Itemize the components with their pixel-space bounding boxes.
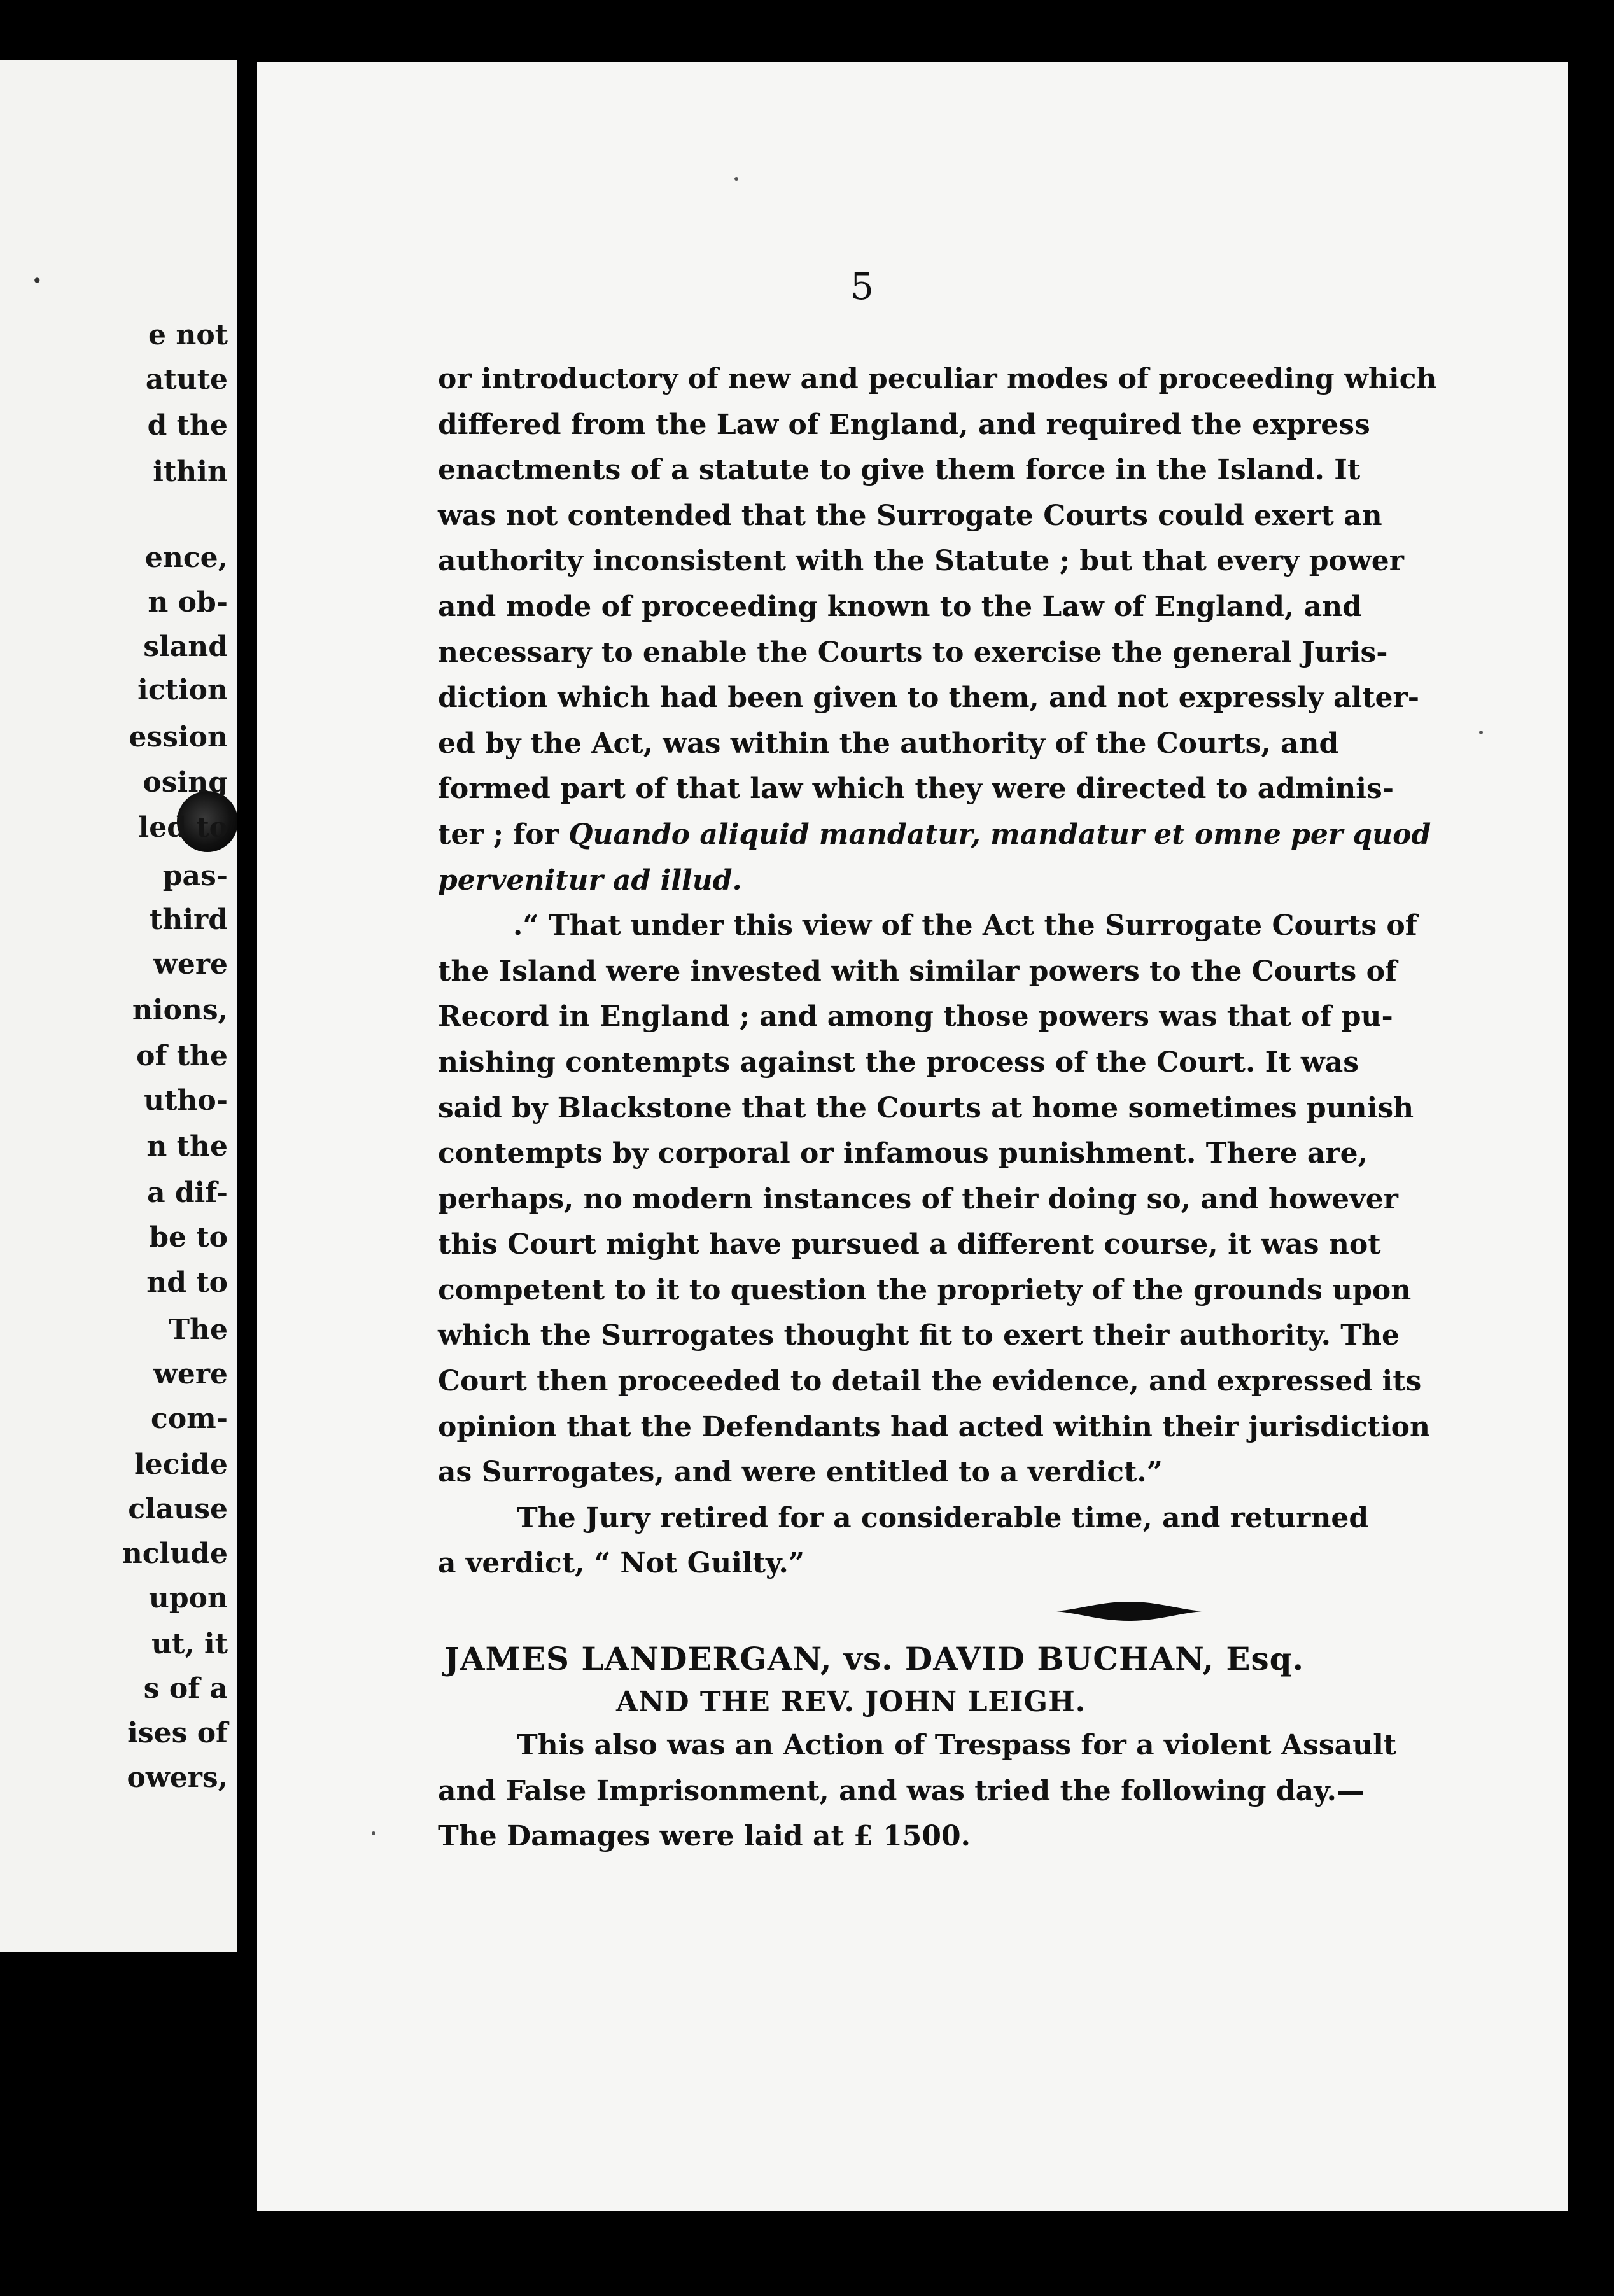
- facing-page-line: nclude: [122, 1537, 228, 1570]
- paper-speck: [734, 177, 738, 181]
- facing-page-line: upon: [148, 1582, 228, 1614]
- text-line: and False Imprisonment, and was tried the following day.—: [438, 1774, 1365, 1807]
- latin-maxim: Quando aliquid mandatur, mandatur et omne per quod: [568, 818, 1431, 851]
- facing-page-line: of the: [136, 1040, 228, 1072]
- facing-page-line: ut, it: [151, 1628, 228, 1660]
- text-line: The Damages were laid at £ 1500.: [438, 1820, 971, 1853]
- facing-page-line: s of a: [143, 1672, 228, 1705]
- facing-page-line: iction: [137, 674, 228, 706]
- text-line: diction which had been given to them, and not expressly alter-: [438, 682, 1419, 715]
- latin-maxim-end: pervenitur ad illud.: [438, 864, 742, 897]
- text-line: said by Blackstone that the Courts at home sometimes punish: [438, 1091, 1414, 1124]
- text-line: a verdict, “ Not Guilty.”: [438, 1547, 805, 1580]
- facing-page-line: were: [153, 948, 228, 981]
- paragraph-2: [438, 903, 1568, 1495]
- facing-page-line: ence,: [144, 542, 228, 574]
- text-line: competent to it to question the propriety of the grounds upon: [438, 1273, 1412, 1306]
- text-line: and mode of proceeding known to the Law of England, and: [438, 590, 1362, 623]
- text-line: ed by the Act, was within the authority of the Courts, and: [438, 727, 1339, 760]
- text-line: .“ That under this view of the Act the Surrogate Courts of: [513, 909, 1417, 942]
- facing-page-line: n the: [146, 1130, 228, 1163]
- text-line-lead: ter ; for: [438, 818, 569, 851]
- text-line: formed part of that law which they were directed to adminis-: [438, 773, 1394, 806]
- facing-page-line: led to: [138, 811, 228, 844]
- case-title: JAMES LANDERGAN, vs. DAVID BUCHAN, Esq.: [444, 1640, 1305, 1678]
- facing-page-line: com-: [151, 1403, 228, 1435]
- facing-page-line: lecide: [134, 1448, 228, 1481]
- facing-page-line: nd to: [146, 1266, 228, 1299]
- paragraph-3: [438, 1495, 1568, 1586]
- paper-speck: [1479, 731, 1483, 734]
- paragraph-1: [438, 356, 1568, 903]
- text-line: opinion that the Defendants had acted within their jurisdiction: [438, 1410, 1430, 1443]
- facing-page-line: a dif-: [147, 1177, 228, 1209]
- text-line: necessary to enable the Courts to exercise the general Juris-: [438, 636, 1388, 669]
- text-line: was not contended that the Surrogate Courts could exert an: [438, 499, 1382, 532]
- text-line: differed from the Law of England, and required the express: [438, 408, 1370, 441]
- facing-page-line: sland: [143, 631, 228, 663]
- facing-page-line: e not: [148, 319, 228, 351]
- page: [257, 62, 1568, 2211]
- facing-page-line: ession: [129, 721, 228, 753]
- facing-page-line: ithin: [153, 456, 228, 488]
- facing-page-line: were: [153, 1358, 228, 1390]
- facing-page-line: osing: [143, 766, 228, 799]
- text-line: Court then proceeded to detail the evidence, and expressed its: [438, 1365, 1422, 1398]
- case-subtitle: AND THE REV. JOHN LEIGH.: [616, 1686, 1086, 1719]
- text-line: or introductory of new and peculiar modes of proceeding which: [438, 363, 1437, 395]
- facing-page-line: d the: [147, 409, 228, 442]
- text-line: which the Surrogates thought fit to exert their authority. The: [438, 1319, 1400, 1352]
- facing-page-line: nions,: [132, 994, 228, 1026]
- ornamental-divider: [1056, 1600, 1202, 1622]
- facing-page-line: n ob-: [148, 586, 228, 619]
- text-line: contempts by corporal or infamous punishment. There are,: [438, 1137, 1368, 1170]
- text-line: perhaps, no modern instances of their doing so, and however: [438, 1182, 1398, 1215]
- facing-page-line: The: [169, 1313, 228, 1346]
- page-number: 5: [850, 265, 874, 308]
- facing-page-line: atute: [145, 363, 228, 396]
- text-line: [438, 812, 1568, 858]
- paper-speck: [372, 1831, 375, 1835]
- facing-page-line: owers,: [127, 1761, 228, 1794]
- text-line: this Court might have pursued a different course, it was not: [438, 1228, 1381, 1261]
- text-line: The Jury retired for a considerable time, and returned: [517, 1501, 1369, 1534]
- text-line: This also was an Action of Trespass for a violent Assault: [517, 1729, 1397, 1762]
- text-line: the Island were invested with similar powers to the Courts of: [438, 955, 1397, 988]
- facing-page-line: pas-: [162, 860, 228, 892]
- facing-page-line: be to: [149, 1221, 228, 1254]
- facing-page-line: utho-: [144, 1084, 228, 1117]
- text-line: authority inconsistent with the Statute ; but that every power: [438, 545, 1404, 578]
- text-line: Record in England ; and among those powers was that of pu-: [438, 1000, 1393, 1033]
- facing-page-line: third: [150, 904, 228, 936]
- case-heading: [438, 1636, 1568, 1723]
- body-text: [438, 356, 1568, 1859]
- text-line: nishing contempts against the process of the Court. It was: [438, 1046, 1359, 1079]
- text-line: enactments of a statute to give them force in the Island. It: [438, 454, 1361, 487]
- paragraph-4: [438, 1723, 1568, 1859]
- facing-page-fragment: [0, 60, 237, 1952]
- facing-page-line: clause: [128, 1493, 228, 1525]
- text-line: as Surrogates, and were entitled to a verdict.”: [438, 1456, 1163, 1489]
- ink-mark: •: [32, 270, 43, 291]
- facing-page-line: ises of: [127, 1717, 228, 1749]
